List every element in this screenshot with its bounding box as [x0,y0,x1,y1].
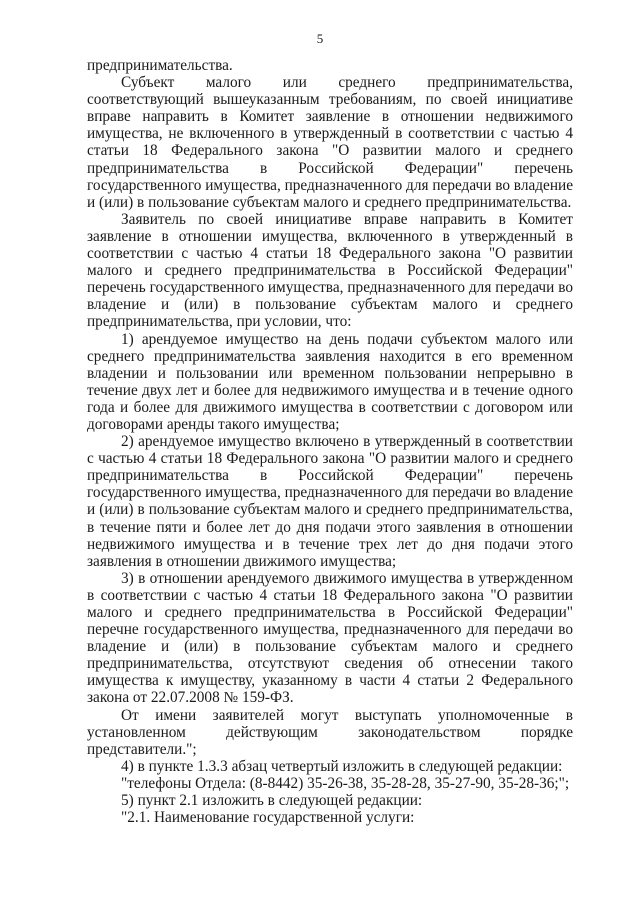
paragraph-condition-2: 2) арендуемое имущество включено в утвержденный в соответствии с частью 4 статьи 18 Федерального закона "О развитии малого и среднего предпринимательства в Российской Федерации" перечень государственного имущества, предназначенного для передачи во владение и (или) в пользование субъектам малого и среднего предпринимательства, в течение пяти и более лет до дня подачи этого заявления в отношении недвижимого имущества и в течение трех лет до дня подачи этого заявления в отношении движимого имущества; [87,433,573,570]
paragraph-applicant-right: Заявитель по своей инициативе вправе направить в Комитет заявление в отношении имущества, включенного в утвержденный в соответствии с частью 4 статьи 18 Федерального закона "О развитии малого и среднего предпринимательства в Российской Федерации" перечень государственного имущества, предназначенного для передачи во владение и (или) в пользование субъектам малого и среднего предпринимательства, при условии, что: [87,210,573,331]
paragraph-representatives: От имени заявителей могут выступать уполномоченные в установленном действующим законодательством порядке представители."; [87,706,573,758]
page-number: 5 [316,31,324,46]
paragraph-phones: "телефоны Отдела: (8-8442) 35-26-38, 35-28-28, 35-27-90, 35-28-36;"; [121,774,570,792]
paragraph-condition-3: 3) в отношении арендуемого движимого имущества в утвержденном в соответствии с частью 4 статьи 18 Федерального закона "О развитии малого и среднего предпринимательства в Российской Федерации" перечне государственного имущества, предназначенного для передачи во владение и (или) в пользование субъектам малого и среднего предпринимательства, отсутствуют сведения об отнесении такого имущества к имуществу, указанному в части 4 статьи 2 Федерального закона от 22.07.2008 № 159-ФЗ. [87,569,573,707]
paragraph-service-name: "2.1. Наименование государственной услуги: [121,809,415,827]
paragraph-continuation: предпринимательства. [87,57,233,74]
document-body [87,57,573,826]
paragraph-item-5: 5) пункт 2.1 изложить в следующей редакции: [121,792,423,810]
paragraph-item-4: 4) в пункте 1.3.3 абзац четвертый изложить в следующей редакции: [121,757,563,775]
paragraph-condition-1: 1) арендуемое имущество на день подачи субъектом малого или среднего предпринимательства заявления находится в его временном владении и пользовании или временном пользовании непрерывно в течение двух лет и более для недвижимого имущества и в течение одного года и более для движимого имущества в соответствии с договором или договорами аренды такого имущества; [87,330,573,433]
paragraph-subject-right: Субъект малого или среднего предпринимательства, соответствующий вышеуказанным требованиям, по своей инициативе вправе направить в Комитет заявление в отношении недвижимого имущества, не включенного в утвержденный в соответствии с частью 4 статьи 18 Федерального закона "О развитии малого и среднего предпринимательства в Российской Федерации" перечень государственного имущества, предназначенного для передачи во владение и (или) в пользование субъектам малого и среднего предпринимательства. [87,74,573,211]
